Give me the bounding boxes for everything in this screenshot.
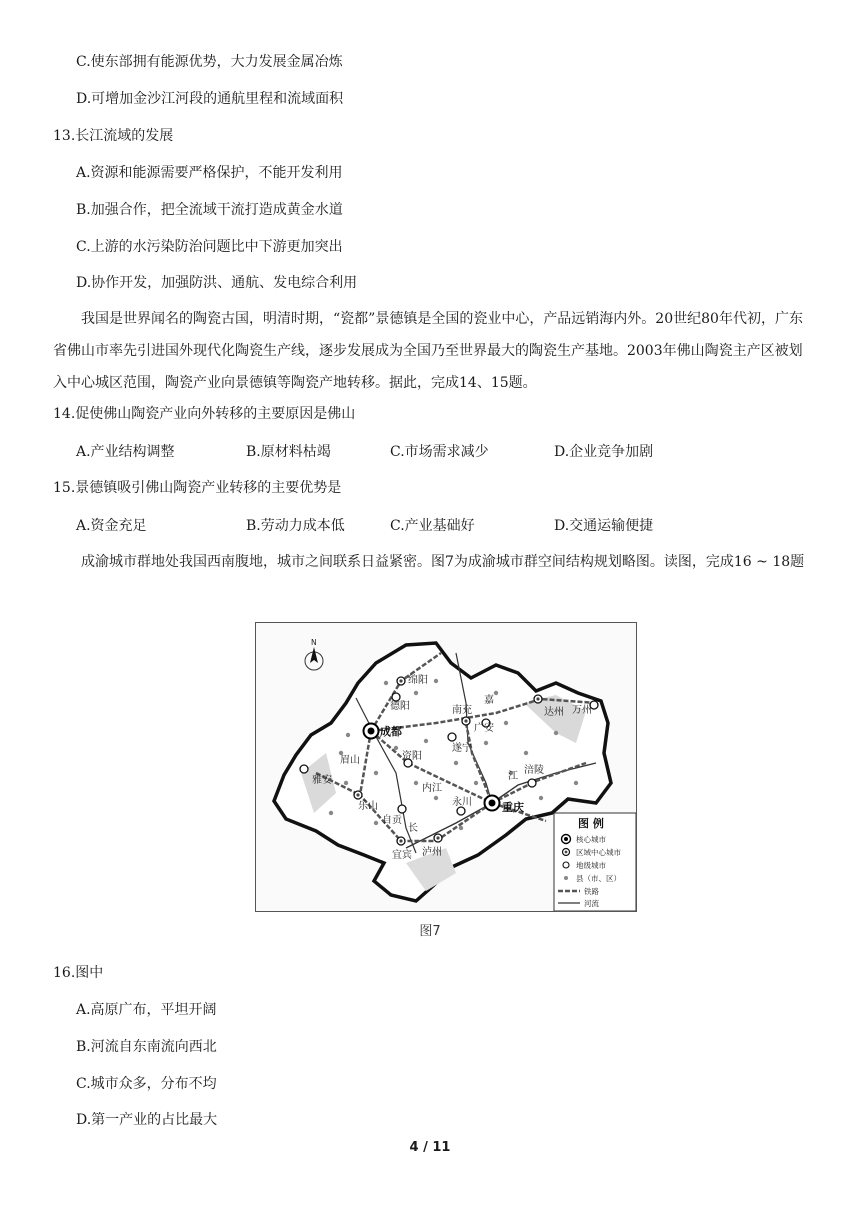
- q13-option-c: C.上游的水污染防治问题比中下游更加突出: [76, 239, 343, 255]
- legend-railway: 铁路: [584, 887, 599, 896]
- q14-option-b: B.原材料枯竭: [246, 444, 331, 460]
- label-mianyang: 绵阳: [408, 675, 428, 686]
- legend-core: 核心城市: [576, 835, 606, 844]
- passage-ceramics: 我国是世界闻名的陶瓷古国，明清时期，“瓷都”景德镇是全国的瓷业中心，产品远销海内外。20世纪80年代初，广东省佛山市率先引进国外现代化陶瓷生产线，逐步发展成为全国乃至世界最大的陶瓷生产基地。2003年佛山陶瓷主产区被划入中心城区范围，陶瓷产业向景德镇等陶瓷产地转移。据此，完成14、15题。: [53, 311, 803, 391]
- q16-option-c: C.城市众多，分布不均: [76, 1076, 217, 1092]
- label-leshan: 乐山: [358, 801, 378, 812]
- north-arrow-icon: [305, 638, 323, 670]
- label-wanzhou: 万州: [572, 705, 592, 716]
- core-city-chongqing: [485, 796, 500, 811]
- q14-stem: 14.促使佛山陶瓷产业向外转移的主要原因是佛山: [53, 406, 356, 422]
- label-zigong: 自贡: [382, 815, 402, 826]
- q13-option-a: A.资源和能源需要严格保护，不能开发利用: [76, 165, 343, 181]
- legend-river: 河流: [584, 899, 599, 908]
- q16-option-a: A.高原广布，平坦开阔: [76, 1002, 217, 1018]
- figure-caption: 图7: [419, 924, 441, 939]
- q12-option-d: D.可增加金沙江河段的通航里程和流域面积: [76, 91, 344, 107]
- q16-option-d: D.第一产业的占比最大: [76, 1112, 218, 1128]
- chengyu-map: [255, 622, 637, 912]
- q12-option-c: C.使东部拥有能源优势，大力发展金属冶炼: [76, 54, 343, 70]
- label-chang: 长: [408, 823, 418, 834]
- label-nanchong: 南充: [452, 705, 472, 716]
- label-yibin: 宜宾: [392, 850, 412, 861]
- label-deyang: 德阳: [390, 701, 410, 712]
- legend-prefecture: 地级城市: [576, 861, 606, 870]
- q13-stem: 13.长江流域的发展: [53, 128, 174, 144]
- legend-county: 县（市、区）: [576, 874, 621, 883]
- q15-option-c: C.产业基础好: [390, 518, 475, 534]
- core-city-chengdu: [364, 724, 379, 739]
- q15-stem: 15.景德镇吸引佛山陶瓷产业转移的主要优势是: [53, 480, 342, 496]
- q16-stem: 16.图中: [53, 965, 104, 981]
- label-luzhou: 泸州: [422, 847, 442, 858]
- q13-option-b: B.加强合作，把全流域干流打造成黄金水道: [76, 202, 343, 218]
- label-jiang: 江: [508, 771, 518, 782]
- label-suining: 遂宁: [452, 743, 472, 754]
- label-guangan: 广安: [474, 723, 494, 734]
- q15-option-a: A.资金充足: [76, 518, 147, 534]
- label-chengdu: 成都: [380, 725, 402, 738]
- label-fuling: 涪陵: [524, 765, 544, 776]
- legend-title: 图 例: [578, 817, 604, 830]
- q14-option-c: C.市场需求减少: [390, 444, 489, 460]
- q15-option-b: B.劳动力成本低: [246, 518, 345, 534]
- label-meishan: 眉山: [340, 755, 360, 766]
- legend-regional: 区域中心城市: [576, 848, 621, 857]
- page-number: 4 / 11: [409, 1140, 451, 1155]
- label-yongchuan: 永川: [452, 797, 472, 808]
- q16-option-b: B.河流自东南流向西北: [76, 1039, 217, 1055]
- q14-option-a: A.产业结构调整: [76, 444, 175, 460]
- q13-option-d: D.协作开发，加强防洪、通航、发电综合利用: [76, 275, 358, 291]
- passage-chengyu: 成渝城市群地处我国西南腹地，城市之间联系日益紧密。图7为成渝城市群空间结构规划略图。读图，完成16 ~ 18题: [81, 554, 805, 570]
- label-jia: 嘉: [484, 695, 494, 706]
- q15-option-d: D.交通运输便捷: [554, 518, 654, 534]
- label-chongqing: 重庆: [502, 801, 524, 814]
- label-dazhou: 达州: [544, 707, 564, 718]
- map-legend: [554, 813, 636, 911]
- label-yaan: 雅安: [312, 775, 332, 786]
- label-ziyang: 资阳: [402, 751, 422, 762]
- q14-option-d: D.企业竞争加剧: [554, 444, 654, 460]
- label-neijiang: 内江: [422, 783, 442, 794]
- svg-text:N: N: [311, 638, 317, 647]
